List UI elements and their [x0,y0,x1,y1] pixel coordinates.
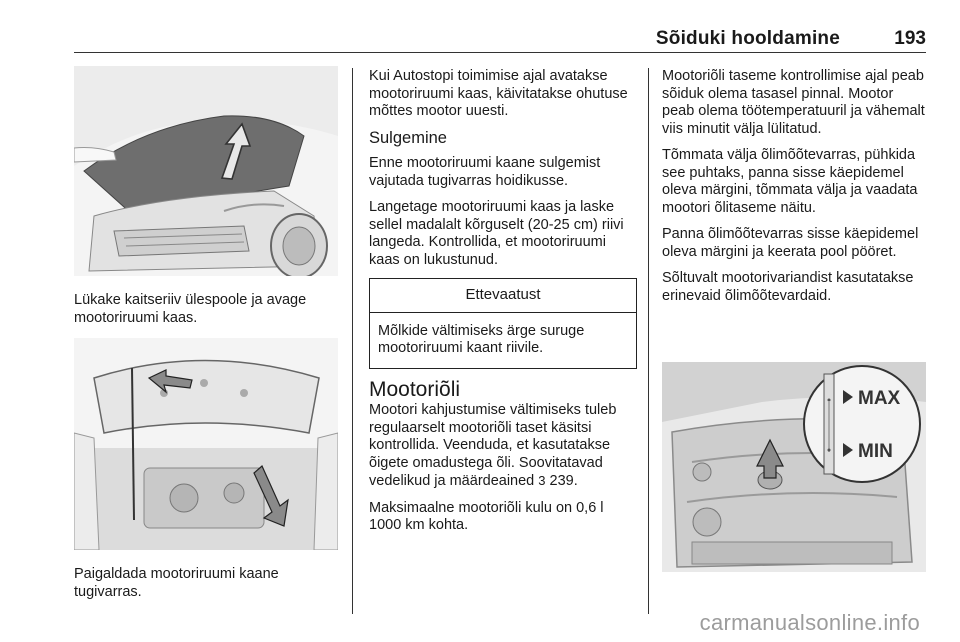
heading-closing: Sulgemine [369,128,447,147]
paragraph-dipstick-variants: Sõltuvalt mootorivariandist kasutatakse erinevaid õlimõõtevardaid. [662,270,914,304]
paragraph-autostop: Kui Autostopi toimimise ajal avatakse mootoriruumi kaas, käivitatakse ohutuse mõttes mootor uuesti. [369,68,628,119]
heading-engine-oil: Mootoriõli [369,377,461,401]
support-rod-illustration [74,338,338,550]
caption-open-hood: Lükake kaitseriiv ülespoole ja avage mootoriruumi kaas. [74,292,307,326]
middle-column [369,68,637,544]
warning-box [369,278,637,369]
reference-page[interactable]: 239. [549,473,578,489]
paragraph-dipstick-pull: Tõmmata välja õlimõõtevarras, pühkida see puhtaks, panna sisse käepidemel oleva märgini, tõmmata välja ja vaadata mootori õlitaseme näitu. [662,147,918,216]
page-number: 193 [894,28,926,49]
paragraph-closing-2: Langetage mootoriruumi kaas ja laske sellel madalalt kõrguselt (20-25 cm) riivi langeda. Kontrollida, et mootoriruumi kaas on lukustunud. [369,199,624,268]
arrow-reference-icon: 3 [538,473,546,488]
column-divider-left [352,68,353,614]
right-column [662,68,928,314]
paragraph-oil-consumption: Maksimaalne mootoriõli kulu on 0,6 l 1000 km kohta. [369,499,604,533]
page-header [74,26,926,53]
caption-support-rod: Paigaldada mootoriruumi kaane tugivarras. [74,566,279,600]
paragraph-level-check: Mootoriõli taseme kontrollimise ajal peab sõiduk olema tasasel pinnal. Mootor peab olema töötemperatuuril ja vähemalt viis minutit välja lülitatud. [662,68,925,137]
paragraph-oil-check [369,402,637,491]
hood-latch-illustration [74,66,338,276]
watermark: carmanualsonline.info [699,610,920,635]
warning-title: Ettevaatust [370,279,636,313]
paragraph-closing-1: Enne mootoriruumi kaane sulgemist vajutada tugivarras hoidikusse. [369,155,601,189]
header-title: Sõiduki hooldamine [655,28,840,49]
dipstick-max-label: MAX [858,388,901,409]
engine-dipstick-illustration [662,362,926,572]
paragraph-dipstick-insert: Panna õlimõõtevarras sisse käepidemel oleva märgini ja keerata pool pööret. [662,226,919,260]
warning-body: Mõlkide vältimiseks ärge suruge mootoriruumi kaant riivile. [378,322,585,356]
column-divider-right [648,68,649,614]
dipstick-min-label: MIN [858,441,893,462]
paragraph-oil-check-text: Mootori kahjustumise vältimiseks tuleb regulaarselt mootoriõli taset käsitsi kontrollida. Veenduda, et kasutatakse õigete omadustega õli. Soovitatavad vedelikud ja määrdeained [369,402,617,489]
